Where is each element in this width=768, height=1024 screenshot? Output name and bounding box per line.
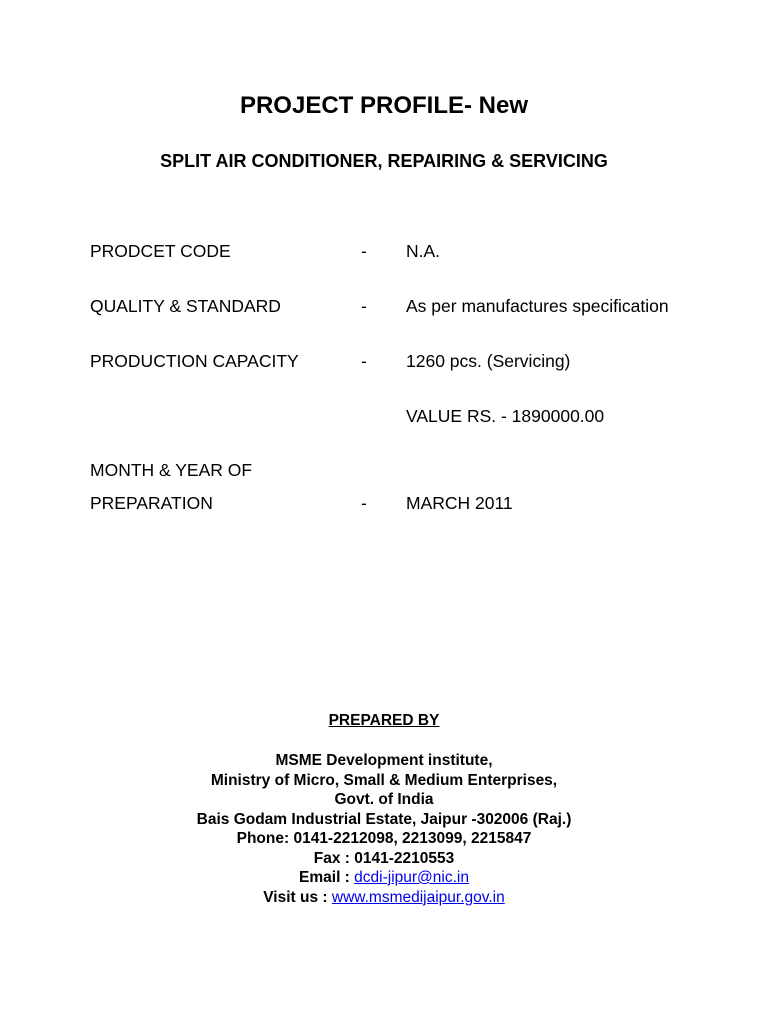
email-label: Email : — [299, 869, 355, 886]
govt-name: Govt. of India — [334, 791, 434, 808]
address-block — [0, 751, 768, 907]
prepared-by-heading: PREPARED BY — [328, 712, 440, 729]
visit-label: Visit us : — [263, 888, 332, 906]
product-code-dash: - — [361, 241, 367, 261]
product-code-value: N.A. — [406, 241, 441, 261]
production-capacity-value: 1260 pcs. (Servicing) — [406, 351, 571, 371]
production-capacity-label: PRODUCTION CAPACITY — [90, 351, 299, 371]
email-link[interactable]: dcdi-jipur@nic.in — [354, 869, 469, 886]
ministry-name: Ministry of Micro, Small & Medium Enterprises, — [210, 771, 558, 789]
fax-number: Fax : 0141-2210553 — [313, 849, 455, 867]
preparation-label: PREPARATION — [90, 493, 213, 513]
production-value: VALUE RS. - 1890000.00 — [406, 406, 605, 426]
website-line — [0, 888, 768, 908]
production-capacity-dash: - — [361, 351, 367, 371]
product-code-label: PRODCET CODE — [90, 241, 231, 261]
month-year-label: MONTH & YEAR OF — [90, 460, 253, 480]
preparation-dash: - — [361, 493, 367, 513]
street-address: Bais Godam Industrial Estate, Jaipur -302006 (Raj.) — [196, 810, 572, 828]
org-name: MSME Development institute, — [275, 752, 493, 769]
quality-standard-value: As per manufactures specification — [406, 296, 669, 316]
page-subtitle: SPLIT AIR CONDITIONER, REPAIRING & SERVICING — [160, 151, 608, 171]
quality-standard-dash: - — [361, 296, 367, 316]
email-line — [0, 868, 768, 888]
quality-standard-label: QUALITY & STANDARD — [90, 296, 281, 316]
page-title: PROJECT PROFILE- New — [239, 92, 529, 119]
phone-numbers: Phone: 0141-2212098, 2213099, 2215847 — [236, 830, 532, 847]
website-link[interactable]: www.msmedijaipur.gov.in — [331, 888, 505, 906]
preparation-value: MARCH 2011 — [406, 493, 513, 513]
